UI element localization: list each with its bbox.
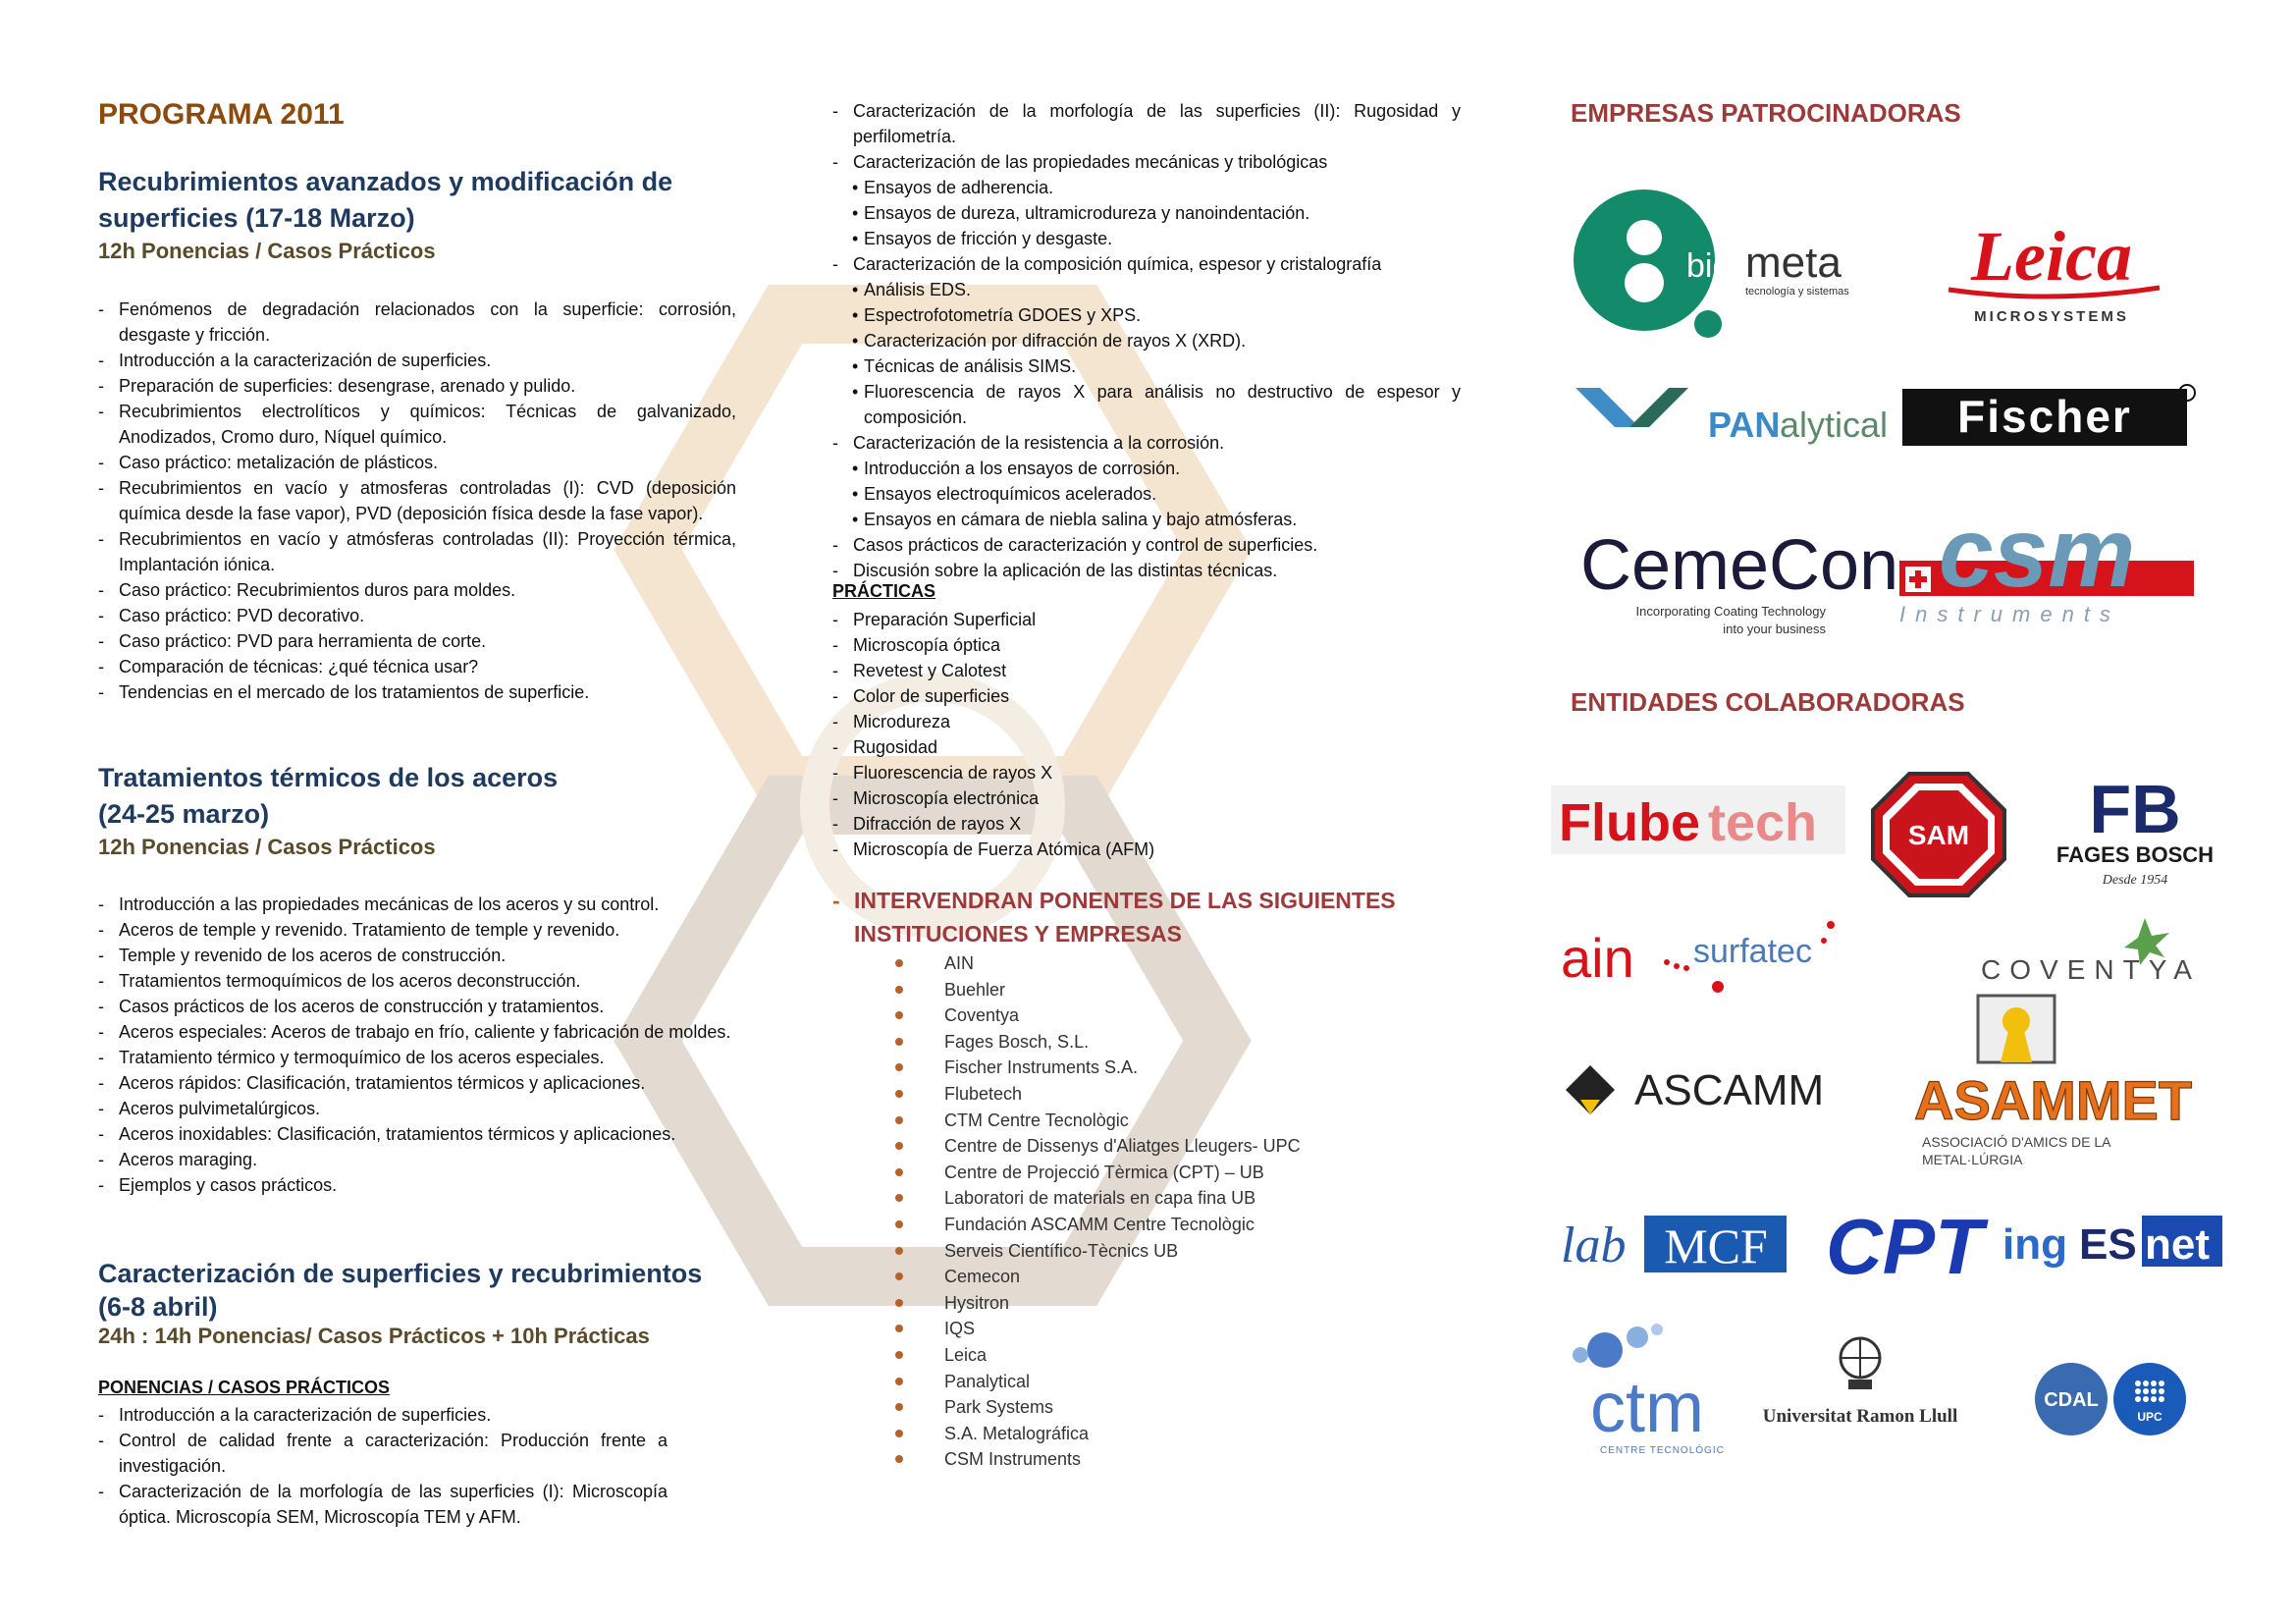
institution-item: Fages Bosch, S.L.: [895, 1029, 1301, 1056]
institution-item: Leica: [895, 1342, 1301, 1369]
institution-item: Hysitron: [895, 1290, 1301, 1317]
practicas-title: PRÁCTICAS: [832, 581, 936, 601]
institution-item: AIN: [895, 950, 1301, 977]
practica-item: - Microscopía óptica: [832, 632, 1461, 658]
list-item: - Caracterización de la composición química, espesor y cristalografía: [832, 251, 1461, 277]
labmcf-mcf: MCF: [1664, 1218, 1768, 1273]
section3-title-line2: (6-8 abril): [98, 1292, 218, 1322]
institutions-list: [895, 950, 1301, 1473]
list-item: - Discusión sobre la aplicación de las distintas técnicas.: [832, 558, 1461, 583]
asammet-subtitle1: ASSOCIACIÓ D'AMICS DE LA: [1922, 1134, 2111, 1150]
ingesnet-es: ES: [2079, 1220, 2137, 1269]
list-item: - Caso práctico: PVD para herramienta de corte.: [98, 628, 736, 654]
list-item: • Ensayos en cámara de niebla salina y bajo atmósferas.: [832, 507, 1461, 532]
practica-item: - Microscopía electrónica: [832, 785, 1461, 811]
list-item: • Ensayos de dureza, ultramicrodureza y nanoindentación.: [832, 200, 1461, 226]
section3-title: [98, 1257, 702, 1324]
sam-wordmark: SAM: [1907, 820, 1970, 850]
section1-subtitle: 12h Ponencias / Casos Prácticos: [98, 239, 436, 263]
cemecon-logo: [1580, 496, 1899, 643]
flubetech-tech: tech: [1708, 793, 1818, 852]
list-item: - Caracterización de la morfología de las superficies (II): Rugosidad y perfilometría.: [832, 98, 1461, 149]
practica-item: - Preparación Superficial: [832, 607, 1461, 632]
ain-surfatec-logo: [1561, 913, 1855, 1001]
institution-item: S.A. Metalográfica: [895, 1421, 1301, 1447]
list-item: - Tendencias en el mercado de los tratamientos de superficie.: [98, 679, 736, 705]
list-item: - Recubrimientos en vacío y atmósferas controladas (II): Proyección térmica, Implantación iónica.: [98, 526, 736, 577]
fagesbosch-fb: FB: [2089, 771, 2181, 847]
asammet-subtitle2: METAL·LÚRGIA: [1922, 1152, 2023, 1167]
institution-item: Laboratori de materials en capa fina UB: [895, 1185, 1301, 1212]
section1-title-line1: Recubrimientos avanzados y modificación de: [98, 167, 673, 196]
flubetech-logo: [1551, 785, 1845, 854]
fischer-logo: [1902, 383, 2197, 454]
institution-item: Centre de Dissenys d'Aliatges Lleugers- UPC: [895, 1133, 1301, 1160]
list-item: - Recubrimientos electrolíticos y químicos: Técnicas de galvanizado, Anodizados, Cromo duro, Níquel químico.: [98, 399, 736, 450]
list-item: • Ensayos de adherencia.: [832, 175, 1461, 200]
panalytical-pan: PAN: [1708, 405, 1781, 445]
practica-item: - Color de superficies: [832, 683, 1461, 709]
biometa-tagline: tecnología y sistemas: [1745, 286, 1849, 298]
institution-item: Cemecon: [895, 1264, 1301, 1290]
csm-wordmark: csm: [1939, 498, 2136, 608]
fagesbosch-logo: [2037, 771, 2233, 893]
list-item: - Ejemplos y casos prácticos.: [98, 1172, 736, 1198]
institution-item: IQS: [895, 1316, 1301, 1342]
institution-item: Fundación ASCAMM Centre Tecnològic: [895, 1212, 1301, 1238]
section2-title-line1: Tratamientos térmicos de los aceros: [98, 763, 559, 792]
section1-list: [98, 297, 736, 705]
ctm-wordmark: ctm: [1590, 1369, 1704, 1447]
url-wordmark: Universitat Ramon Llull: [1762, 1406, 1958, 1427]
labmcf-logo: [1561, 1208, 1796, 1278]
list-item: • Ensayos de fricción y desgaste.: [832, 226, 1461, 251]
list-item: - Aceros de temple y revenido. Tratamiento de temple y revenido.: [98, 917, 736, 943]
list-item: - Control de calidad frente a caracterización: Producción frente a investigación.: [98, 1428, 667, 1479]
list-item: - Fenómenos de degradación relacionados con la superficie: corrosión, desgaste y fricción.: [98, 297, 736, 348]
biometa-meta: meta: [1745, 239, 1842, 287]
institution-item: Panalytical: [895, 1369, 1301, 1395]
csm-logo: [1899, 496, 2214, 633]
section1-title-line2: superficies (17-18 Marzo): [98, 203, 415, 233]
practica-item: - Revetest y Calotest: [832, 658, 1461, 683]
leica-wordmark: Leica: [1971, 217, 2132, 296]
list-item: - Tratamientos termoquímicos de los aceros deconstrucción.: [98, 968, 736, 994]
coventya-wordmark: COVENTYA: [1981, 954, 2201, 985]
list-item: - Temple y revenido de los aceros de construcción.: [98, 943, 736, 968]
section3-subtitle: 24h : 14h Ponencias/ Casos Prácticos + 10h Prácticas: [98, 1324, 650, 1348]
list-item: • Técnicas de análisis SIMS.: [832, 353, 1461, 379]
leica-logo: [1924, 211, 2179, 329]
collaborators-title: ENTIDADES COLABORADORAS: [1571, 687, 1965, 717]
fischer-wordmark: Fischer: [1957, 391, 2132, 442]
surfatec-wordmark: surfatec: [1693, 933, 1812, 970]
practica-item: - Microdureza: [832, 709, 1461, 734]
institution-item: Serveis Científico-Tècnics UB: [895, 1238, 1301, 1265]
list-item: - Comparación de técnicas: ¿qué técnica usar?: [98, 654, 736, 679]
cemecon-tagline2: into your business: [1723, 622, 1826, 636]
ponencias-title: PONENCIAS / CASOS PRÁCTICOS: [98, 1378, 391, 1397]
list-item: - Casos prácticos de caracterización y control de superficies.: [832, 532, 1461, 558]
cemecon-tagline1: Incorporating Coating Technology: [1635, 604, 1826, 619]
panalytical-logo: [1571, 378, 1889, 457]
practica-item: - Fluorescencia de rayos X: [832, 760, 1461, 785]
section2-title-line2: (24-25 marzo): [98, 799, 270, 829]
list-item: - Aceros inoxidables: Clasificación, tratamientos térmicos y aplicaciones.: [98, 1121, 736, 1147]
asammet-wordmark: ASAMMET: [1914, 1069, 2193, 1131]
list-item: - Tratamiento térmico y termoquímico de los aceros especiales.: [98, 1045, 736, 1070]
characterization-list: [832, 98, 1461, 583]
ctm-subtitle: CENTRE TECNOLÒGIC: [1600, 1445, 1725, 1456]
institution-item: CSM Instruments: [895, 1446, 1301, 1473]
list-item: - Aceros rápidos: Clasificación, tratamientos térmicos y aplicaciones.: [98, 1070, 736, 1096]
biometa-bio: bio: [1686, 247, 1732, 285]
list-item: - Caracterización de las propiedades mecánicas y tribológicas: [832, 149, 1461, 175]
list-item: - Caracterización de la morfología de las superficies (I): Microscopía óptica. Microscopía SEM, Microscopía TEM y AFM.: [98, 1479, 667, 1530]
list-item: - Caracterización de la resistencia a la corrosión.: [832, 430, 1461, 456]
list-item: - Introducción a las propiedades mecánicas de los aceros y su control.: [98, 892, 736, 917]
section2-subtitle: 12h Ponencias / Casos Prácticos: [98, 835, 436, 859]
list-item: - Aceros especiales: Aceros de trabajo en frío, caliente y fabricación de moldes.: [98, 1019, 736, 1045]
cdal-upc-logo: [2032, 1360, 2228, 1438]
labmcf-lab: lab: [1561, 1218, 1627, 1273]
cdal-wordmark: CDAL: [2044, 1389, 2099, 1411]
ingesnet-ing: ing: [2002, 1220, 2067, 1269]
institution-item: Flubetech: [895, 1081, 1301, 1108]
practica-item: - Difracción de rayos X: [832, 811, 1461, 837]
biometa-logo: [1571, 187, 1855, 344]
section3-title-line1: Caracterización de superficies y recubrimientos: [98, 1259, 703, 1288]
cpt-wordmark: CPT: [1826, 1203, 1983, 1290]
list-item: - Caso práctico: PVD decorativo.: [98, 603, 736, 628]
url-logo: [1713, 1330, 2007, 1438]
section2-title: [98, 760, 558, 833]
asammet-logo: [1914, 992, 2209, 1173]
list-item: - Aceros pulvimetalúrgicos.: [98, 1096, 736, 1121]
section1-title: [98, 164, 672, 237]
list-item: - Introducción a la caracterización de superficies.: [98, 1402, 667, 1428]
institution-item: Centre de Projecció Tèrmica (CPT) – UB: [895, 1160, 1301, 1186]
flubetech-flube: Flube: [1559, 793, 1700, 852]
practica-item: - Microscopía de Fuerza Atómica (AFM): [832, 837, 1461, 862]
practica-item: - Rugosidad: [832, 734, 1461, 760]
cemecon-wordmark: CemeCon: [1580, 526, 1899, 605]
practicas-list: [832, 607, 1461, 862]
ascamm-logo: [1561, 1046, 1865, 1134]
section2-list: [98, 892, 736, 1198]
fagesbosch-name: FAGES BOSCH: [2056, 842, 2215, 867]
list-item: • Espectrofotometría GDOES y XPS.: [832, 302, 1461, 328]
institution-item: CTM Centre Tecnològic: [895, 1108, 1301, 1134]
leica-subtitle: MICROSYSTEMS: [1974, 308, 2129, 325]
list-item: • Caracterización por difracción de rayos X (XRD).: [832, 328, 1461, 353]
list-item: - Recubrimientos en vacío y atmosferas controladas (I): CVD (deposición química desde la fase vapor), PVD (deposición física desde la fase vapor).: [98, 475, 736, 526]
list-item: • Introducción a los ensayos de corrosión.: [832, 456, 1461, 481]
ingesnet-net: net: [2145, 1220, 2210, 1269]
panalytical-alytical: alytical: [1780, 405, 1889, 445]
list-item: • Fluorescencia de rayos X para análisis no destructivo de espesor y composición.: [832, 379, 1461, 430]
sam-logo: [1870, 771, 2007, 898]
institution-item: Coventya: [895, 1002, 1301, 1029]
upc-wordmark: UPC: [2137, 1410, 2163, 1424]
csm-subtitle: Instruments: [1899, 602, 2120, 626]
list-item: - Introducción a la caracterización de superficies.: [98, 348, 736, 373]
list-item: - Preparación de superficies: desengrase, arenado y pulido.: [98, 373, 736, 399]
list-item: • Análisis EDS.: [832, 277, 1461, 302]
sponsors-title: EMPRESAS PATROCINADORAS: [1571, 98, 1961, 128]
institutions-heading: - INTERVENDRAN PONENTES DE LAS SIGUIENTES INSTITUCIONES Y EMPRESAS: [832, 884, 1482, 950]
cpt-logo: [1821, 1203, 1988, 1290]
fagesbosch-since: Desde 1954: [2102, 873, 2168, 888]
institution-item: Park Systems: [895, 1394, 1301, 1421]
ascamm-wordmark: ASCAMM: [1634, 1066, 1825, 1114]
list-item: - Caso práctico: Recubrimientos duros para moldes.: [98, 577, 736, 603]
ingesnet-logo: [2002, 1208, 2223, 1276]
section3-list: [98, 1402, 667, 1530]
institution-item: Fischer Instruments S.A.: [895, 1055, 1301, 1081]
coventya-logo: [1944, 908, 2238, 987]
ain-wordmark: ain: [1561, 927, 1634, 989]
list-item: - Aceros maraging.: [98, 1147, 736, 1172]
list-item: - Caso práctico: metalización de plásticos.: [98, 450, 736, 475]
list-item: - Casos prácticos de los aceros de construcción y tratamientos.: [98, 994, 736, 1019]
list-item: • Ensayos electroquímicos acelerados.: [832, 481, 1461, 507]
program-title: PROGRAMA 2011: [98, 98, 345, 131]
institution-item: Buehler: [895, 977, 1301, 1003]
